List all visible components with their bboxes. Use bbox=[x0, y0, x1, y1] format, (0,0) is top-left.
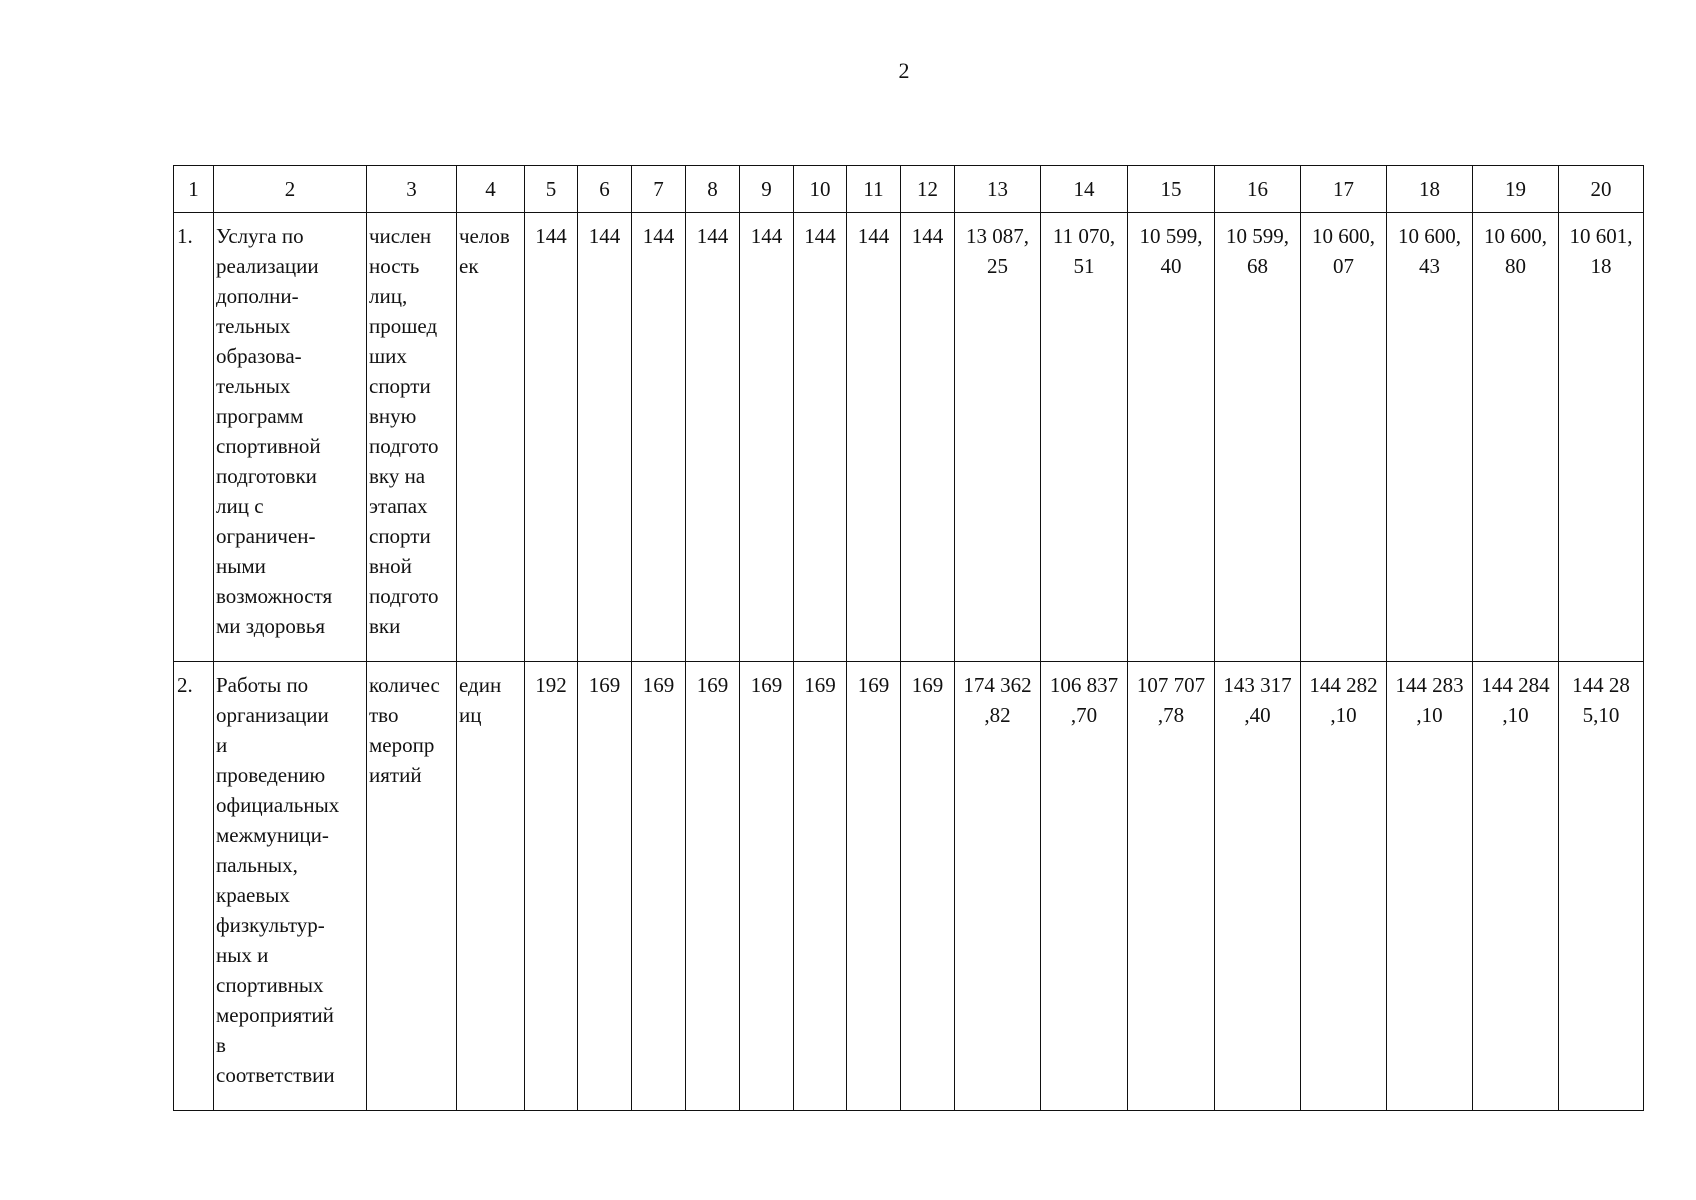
header-cell: 7 bbox=[632, 166, 686, 213]
row-index: 2. bbox=[174, 662, 214, 1111]
header-cell: 11 bbox=[847, 166, 901, 213]
indicator-name: количес тво меропр иятий bbox=[367, 662, 457, 1111]
header-cell: 17 bbox=[1301, 166, 1387, 213]
header-cell: 4 bbox=[457, 166, 525, 213]
cost-cell: 174 362 ,82 bbox=[955, 662, 1041, 1111]
page-number: 2 bbox=[898, 58, 910, 83]
value-cell: 144 bbox=[686, 213, 740, 662]
cost-cell: 11 070, 51 bbox=[1041, 213, 1128, 662]
header-cell: 15 bbox=[1128, 166, 1215, 213]
header-cell: 18 bbox=[1387, 166, 1473, 213]
value-cell: 192 bbox=[525, 662, 578, 1111]
unit-cell: един иц bbox=[457, 662, 525, 1111]
value-cell: 144 bbox=[578, 213, 632, 662]
header-cell: 14 bbox=[1041, 166, 1128, 213]
cost-cell: 10 601, 18 bbox=[1559, 213, 1644, 662]
value-cell: 169 bbox=[794, 662, 847, 1111]
header-cell: 2 bbox=[214, 166, 367, 213]
cost-cell: 107 707 ,78 bbox=[1128, 662, 1215, 1111]
header-cell: 20 bbox=[1559, 166, 1644, 213]
header-cell: 3 bbox=[367, 166, 457, 213]
cost-cell: 13 087, 25 bbox=[955, 213, 1041, 662]
cost-cell: 144 283 ,10 bbox=[1387, 662, 1473, 1111]
header-cell: 13 bbox=[955, 166, 1041, 213]
cost-cell: 106 837 ,70 bbox=[1041, 662, 1128, 1111]
service-name: Работы по организации и проведению официальных межмуници- пальных, краевых физкультур- ных и спортивных мероприятий в соответствии bbox=[214, 662, 367, 1111]
value-cell: 169 bbox=[686, 662, 740, 1111]
row-index: 1. bbox=[174, 213, 214, 662]
header-cell: 5 bbox=[525, 166, 578, 213]
header-cell: 10 bbox=[794, 166, 847, 213]
table-header-row bbox=[174, 166, 1644, 213]
cost-cell: 143 317 ,40 bbox=[1215, 662, 1301, 1111]
value-cell: 144 bbox=[740, 213, 794, 662]
value-cell: 169 bbox=[847, 662, 901, 1111]
header-cell: 8 bbox=[686, 166, 740, 213]
header-cell: 16 bbox=[1215, 166, 1301, 213]
value-cell: 144 bbox=[632, 213, 686, 662]
indicator-name: числен ность лиц, прошед ших спорти вную подгото вку на этапах спорти вной подгото вки bbox=[367, 213, 457, 662]
value-cell: 169 bbox=[740, 662, 794, 1111]
cost-cell: 10 600, 07 bbox=[1301, 213, 1387, 662]
value-cell: 144 bbox=[847, 213, 901, 662]
cost-cell: 10 600, 80 bbox=[1473, 213, 1559, 662]
header-cell: 9 bbox=[740, 166, 794, 213]
cost-cell: 144 282 ,10 bbox=[1301, 662, 1387, 1111]
data-table bbox=[173, 165, 1644, 1111]
cost-cell: 10 599, 40 bbox=[1128, 213, 1215, 662]
header-cell: 1 bbox=[174, 166, 214, 213]
value-cell: 144 bbox=[525, 213, 578, 662]
cost-cell: 10 600, 43 bbox=[1387, 213, 1473, 662]
unit-cell: челов ек bbox=[457, 213, 525, 662]
cost-cell: 10 599, 68 bbox=[1215, 213, 1301, 662]
value-cell: 144 bbox=[794, 213, 847, 662]
table-row bbox=[174, 213, 1644, 662]
service-name: Услуга по реализации дополни- тельных образова- тельных программ спортивной подготовки лиц с ограничен- ными возможностя ми здоровья bbox=[214, 213, 367, 662]
header-cell: 12 bbox=[901, 166, 955, 213]
value-cell: 169 bbox=[578, 662, 632, 1111]
header-cell: 6 bbox=[578, 166, 632, 213]
table-row bbox=[174, 662, 1644, 1111]
header-cell: 19 bbox=[1473, 166, 1559, 213]
value-cell: 169 bbox=[632, 662, 686, 1111]
value-cell: 144 bbox=[901, 213, 955, 662]
cost-cell: 144 28 5,10 bbox=[1559, 662, 1644, 1111]
cost-cell: 144 284 ,10 bbox=[1473, 662, 1559, 1111]
value-cell: 169 bbox=[901, 662, 955, 1111]
